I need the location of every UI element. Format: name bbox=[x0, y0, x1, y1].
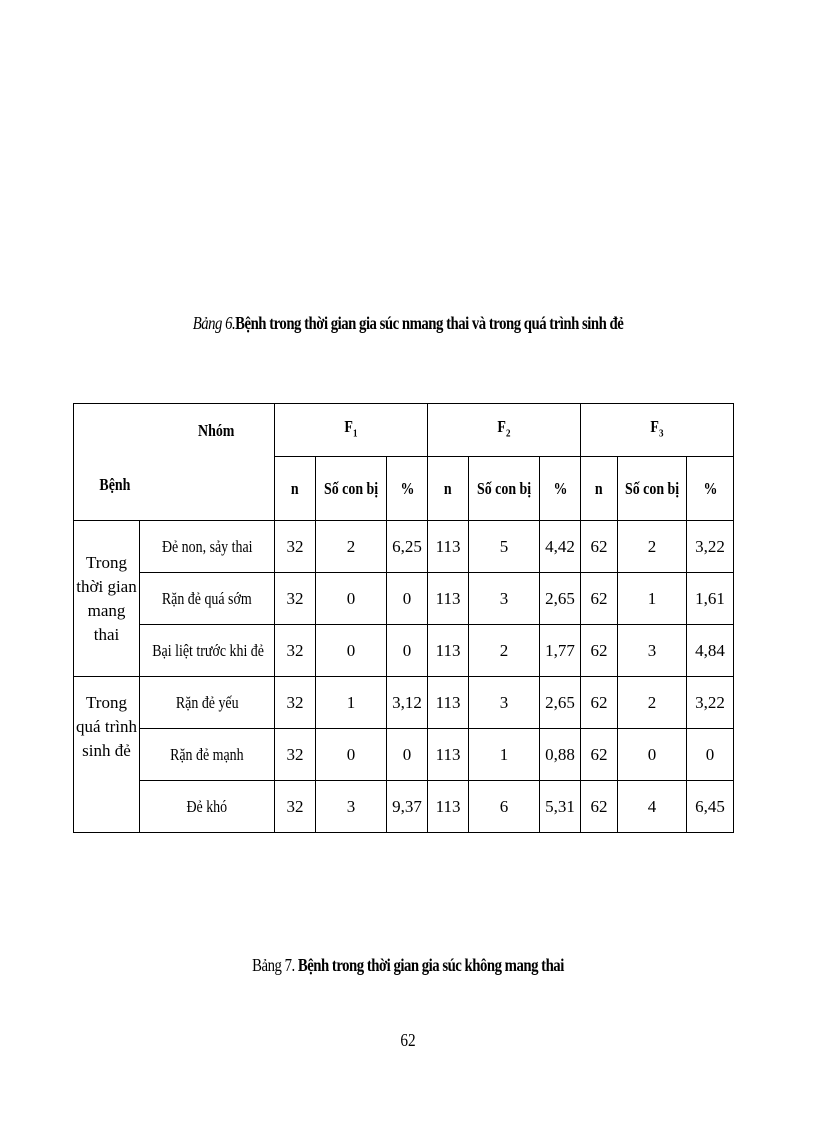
cell: 32 bbox=[275, 625, 316, 677]
cell: 0 bbox=[387, 573, 428, 625]
disease-name: Đẻ khó bbox=[140, 781, 275, 833]
table-row bbox=[74, 521, 734, 573]
cell: 2,65 bbox=[540, 677, 581, 729]
cell: 0 bbox=[387, 625, 428, 677]
cell: 3,22 bbox=[687, 677, 734, 729]
cell: 113 bbox=[428, 573, 469, 625]
disease-table bbox=[73, 403, 734, 833]
group-disease-header-cell bbox=[74, 404, 275, 521]
table-header-row bbox=[74, 404, 734, 457]
cell: 0 bbox=[387, 729, 428, 781]
cell: 0 bbox=[316, 625, 387, 677]
subheader-percent: % bbox=[540, 457, 581, 521]
subheader-percent: % bbox=[687, 457, 734, 521]
cell: 0 bbox=[618, 729, 687, 781]
cell: 3 bbox=[469, 573, 540, 625]
cell: 113 bbox=[428, 625, 469, 677]
cell: 3,12 bbox=[387, 677, 428, 729]
disease-name: Đẻ non, sảy thai bbox=[140, 521, 275, 573]
cell: 32 bbox=[275, 677, 316, 729]
cell: 1 bbox=[469, 729, 540, 781]
cell: 113 bbox=[428, 521, 469, 573]
cell: 0 bbox=[687, 729, 734, 781]
disease-name: Bại liệt trước khi đẻ bbox=[140, 625, 275, 677]
subheader-n: n bbox=[428, 457, 469, 521]
cell: 32 bbox=[275, 729, 316, 781]
subheader-count: Số con bị bbox=[316, 457, 387, 521]
cell: 2 bbox=[618, 677, 687, 729]
table7-caption bbox=[73, 955, 742, 976]
subheader-percent: % bbox=[387, 457, 428, 521]
cell: 6,45 bbox=[687, 781, 734, 833]
cell: 5,31 bbox=[540, 781, 581, 833]
generation-f1-header: $F_1$ bbox=[275, 404, 428, 457]
cell: 113 bbox=[428, 729, 469, 781]
subheader-n: n bbox=[581, 457, 618, 521]
cell: 62 bbox=[581, 521, 618, 573]
cell: 3 bbox=[618, 625, 687, 677]
table6-caption bbox=[73, 313, 742, 334]
cell: 4 bbox=[618, 781, 687, 833]
cell: 3 bbox=[316, 781, 387, 833]
table6-caption-prefix: Bảng 6. bbox=[192, 313, 236, 333]
subheader-count: Số con bị bbox=[469, 457, 540, 521]
cell: 0,88 bbox=[540, 729, 581, 781]
group-label: Trong quá trình sinh đẻ bbox=[74, 677, 140, 833]
cell: 2 bbox=[618, 521, 687, 573]
cell: 3,22 bbox=[687, 521, 734, 573]
disease-name: Rặn đẻ quá sớm bbox=[140, 573, 275, 625]
subheader-n: n bbox=[275, 457, 316, 521]
table6-caption-text: Bệnh trong thời gian gia súc nmang thai và trong quá trình sinh đẻ bbox=[235, 313, 624, 333]
cell: 1 bbox=[316, 677, 387, 729]
subheader-count: Số con bị bbox=[618, 457, 687, 521]
cell: 62 bbox=[581, 729, 618, 781]
cell: 4,84 bbox=[687, 625, 734, 677]
page-number: 62 bbox=[400, 1030, 416, 1050]
cell: 113 bbox=[428, 781, 469, 833]
cell: 1 bbox=[618, 573, 687, 625]
cell: 4,42 bbox=[540, 521, 581, 573]
cell: 32 bbox=[275, 521, 316, 573]
cell: 5 bbox=[469, 521, 540, 573]
cell: 32 bbox=[275, 573, 316, 625]
cell: 62 bbox=[581, 625, 618, 677]
table7-caption-text: Bệnh trong thời gian gia súc không mang thai bbox=[297, 955, 564, 975]
cell: 2 bbox=[469, 625, 540, 677]
cell: 9,37 bbox=[387, 781, 428, 833]
cell: 1,61 bbox=[687, 573, 734, 625]
generation-f3-header: $F_3$ bbox=[581, 404, 734, 457]
table-row bbox=[74, 729, 734, 781]
group-label: Trong thời gian mang thai bbox=[74, 521, 140, 677]
cell: 3 bbox=[469, 677, 540, 729]
disease-header-label: Bệnh bbox=[99, 475, 131, 494]
cell: 0 bbox=[316, 573, 387, 625]
cell: 62 bbox=[581, 677, 618, 729]
cell: 2,65 bbox=[540, 573, 581, 625]
disease-name: Rặn đẻ mạnh bbox=[140, 729, 275, 781]
table-row bbox=[74, 781, 734, 833]
table7-caption-prefix: Bảng 7. bbox=[252, 955, 298, 975]
cell: 2 bbox=[316, 521, 387, 573]
cell: 113 bbox=[428, 677, 469, 729]
cell: 62 bbox=[581, 573, 618, 625]
group-header-label: Nhóm bbox=[197, 421, 235, 440]
generation-f2-header: $F_2$ bbox=[428, 404, 581, 457]
table-row bbox=[74, 677, 734, 729]
cell: 32 bbox=[275, 781, 316, 833]
cell: 1,77 bbox=[540, 625, 581, 677]
cell: 62 bbox=[581, 781, 618, 833]
table-row bbox=[74, 625, 734, 677]
cell: 6,25 bbox=[387, 521, 428, 573]
disease-name: Rặn đẻ yếu bbox=[140, 677, 275, 729]
cell: 6 bbox=[469, 781, 540, 833]
cell: 0 bbox=[316, 729, 387, 781]
table-row bbox=[74, 573, 734, 625]
